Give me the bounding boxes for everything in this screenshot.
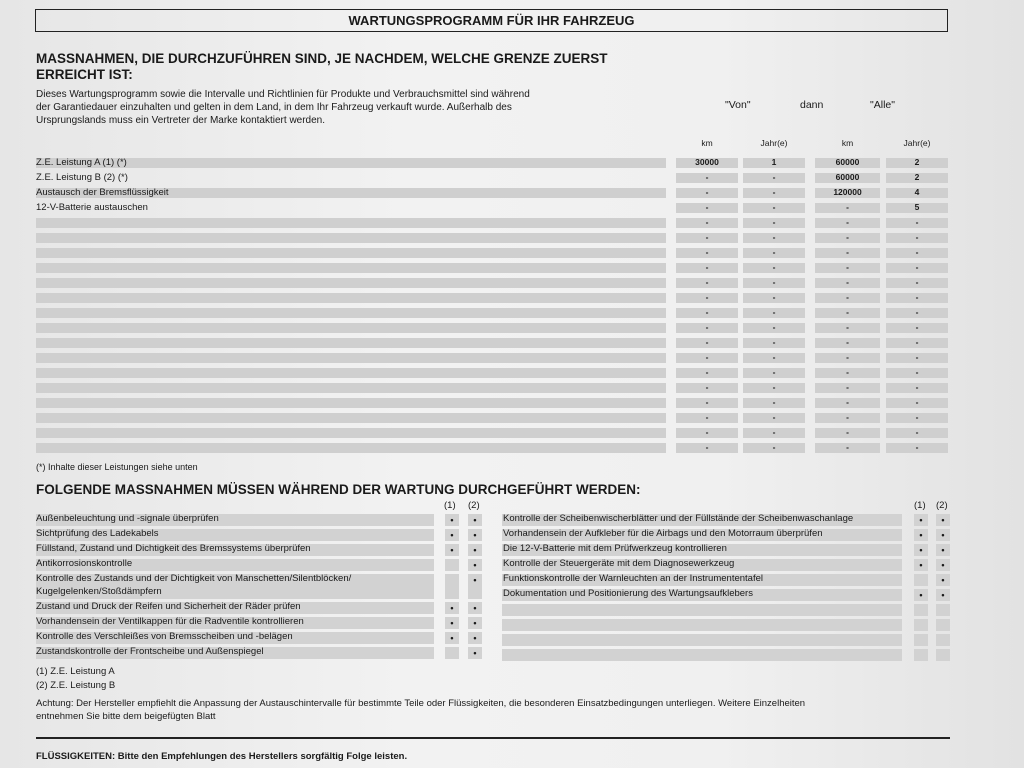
schedule-cell: 30000 <box>695 157 719 167</box>
schedule-row-label: Z.E. Leistung B (2) (*) <box>36 172 128 183</box>
checklist-mark-1 <box>914 634 928 646</box>
schedule-cell: 1 <box>771 157 777 167</box>
checklist-mark-2: • <box>936 574 950 586</box>
schedule-cell: - <box>846 322 849 332</box>
row-band <box>36 443 666 453</box>
checklist-item-label: Kugelgelenken/Stoßdämpfern <box>36 586 162 597</box>
legend-item-1: (1) Z.E. Leistung A <box>36 666 115 677</box>
schedule-cell: - <box>915 322 919 332</box>
dann-label: dann <box>800 99 824 111</box>
note-line: Achtung: Der Hersteller empfiehlt die Anpassung der Austauschintervalle für bestimmte Teile oder Flüssigkeiten, die besonderen Einsatzbedingungen unterliegen. Weitere Einzelheiten <box>36 698 806 709</box>
section1-heading <box>36 51 676 83</box>
schedule-cell: - <box>705 442 709 452</box>
schedule-cell: - <box>915 352 919 362</box>
note <box>36 697 956 723</box>
intro-line: Ursprungslands muss ein Vertreter der Marke kontaktiert werden. <box>36 115 326 126</box>
schedule-cell: - <box>705 202 709 212</box>
row-band <box>36 218 666 228</box>
schedule-cell: - <box>705 307 709 317</box>
checklist-row-band <box>502 619 902 631</box>
checklist-item-label: Funktionskontrolle der Warnleuchten an der Instrumententafel <box>503 573 763 584</box>
checklist-mark-1: • <box>914 529 928 541</box>
row-band <box>36 338 666 348</box>
col-header-years-alle: Jahr(e) <box>903 138 931 148</box>
checklist-mark-1: • <box>914 589 928 601</box>
schedule-cell: 2 <box>914 157 920 167</box>
note-line: entnehmen Sie bitte dem beigefügten Blatt <box>36 711 216 722</box>
schedule-cell: - <box>772 382 776 392</box>
legend-item-2: (2) Z.E. Leistung B <box>36 680 116 691</box>
right-col-header-2: (2) <box>936 500 948 511</box>
schedule-cell: 5 <box>914 202 920 212</box>
schedule-cell: - <box>846 382 849 392</box>
schedule-cell: - <box>772 427 776 437</box>
schedule-cell: - <box>915 397 919 407</box>
row-band <box>36 263 666 273</box>
checklist-item-label: Vorhandensein der Aufkleber für die Airbags und den Motorraum überprüfen <box>503 528 823 539</box>
schedule-cell: - <box>915 382 919 392</box>
checklist-item-label: Antikorrosionskontrolle <box>36 558 133 569</box>
schedule-cell: - <box>846 337 849 347</box>
checklist-row-band <box>502 649 902 661</box>
checklist-mark-2 <box>936 649 950 661</box>
schedule-cell: - <box>705 382 709 392</box>
checklist-mark-2: • <box>468 529 482 541</box>
schedule-cell: - <box>772 442 776 452</box>
schedule-cell: - <box>772 397 776 407</box>
schedule-cell: - <box>772 307 776 317</box>
schedule-cell: - <box>772 277 776 287</box>
checklist-item-label: Kontrolle der Scheibenwischerblätter und der Füllstände der Scheibenwaschanlage <box>503 513 854 524</box>
schedule-cell: - <box>846 412 849 422</box>
checklist-row-band <box>502 634 902 646</box>
schedule-cell: - <box>705 232 709 242</box>
schedule-cell: - <box>915 367 919 377</box>
schedule-cell: - <box>705 262 709 272</box>
schedule-cell: - <box>846 217 849 227</box>
schedule-row-label: 12-V-Batterie austauschen <box>36 202 148 213</box>
checklist-mark-1 <box>445 647 459 659</box>
section1-heading-line2: ERREICHT IST: <box>36 67 133 82</box>
divider <box>36 737 950 739</box>
row-band <box>36 428 666 438</box>
schedule-cell: - <box>846 277 849 287</box>
schedule-row-label: Austausch der Bremsflüssigkeit <box>36 187 169 198</box>
schedule-cell: - <box>772 337 776 347</box>
section1-heading-line1: MASSNAHMEN, DIE DURCHZUFÜHREN SIND, JE NACHDEM, WELCHE GRENZE ZUERST <box>36 51 608 66</box>
checklist-mark-2 <box>936 604 950 616</box>
checklist-row-band <box>502 604 902 616</box>
checklist-mark-2 <box>936 634 950 646</box>
checklist-mark-2: • <box>468 574 482 599</box>
schedule-cell: - <box>705 217 709 227</box>
schedule-cell: - <box>772 172 776 182</box>
footnote: (*) Inhalte dieser Leistungen siehe unten <box>36 462 198 472</box>
row-band <box>36 308 666 318</box>
checklist-mark-1 <box>445 559 459 571</box>
schedule-cell: - <box>705 292 709 302</box>
checklist-mark-2: • <box>468 647 482 659</box>
schedule-cell: - <box>846 262 849 272</box>
schedule-cell: - <box>915 427 919 437</box>
schedule-cell: - <box>772 292 776 302</box>
schedule-cell: - <box>705 397 709 407</box>
schedule-cell: - <box>705 412 709 422</box>
checklist-mark-2: • <box>468 617 482 629</box>
schedule-cell: - <box>915 247 919 257</box>
schedule-cell: - <box>915 442 919 452</box>
checklist-mark-1 <box>914 604 928 616</box>
checklist-mark-1: • <box>445 514 459 526</box>
checklist-item-label: Kontrolle der Steuergeräte mit dem Diagnosewerkzeug <box>503 558 735 569</box>
checklist-mark-1: • <box>445 529 459 541</box>
checklist-mark-2: • <box>468 514 482 526</box>
checklist-mark-1: • <box>914 559 928 571</box>
checklist-mark-1 <box>445 574 459 599</box>
left-col-header-2: (2) <box>468 500 480 511</box>
checklist-mark-2: • <box>936 514 950 526</box>
col-header-years-von: Jahr(e) <box>760 138 788 148</box>
section2-heading: FOLGENDE MASSNAHMEN MÜSSEN WÄHREND DER WARTUNG DURCHGEFÜHRT WERDEN: <box>36 482 641 497</box>
schedule-cell: 2 <box>914 172 920 182</box>
schedule-cell: 120000 <box>833 187 862 197</box>
checklist-item-label: Kontrolle des Zustands und der Dichtigkeit von Manschetten/Silentblöcken/ <box>36 573 352 584</box>
schedule-cell: - <box>772 412 776 422</box>
checklist-mark-2: • <box>468 602 482 614</box>
schedule-cell: - <box>846 397 849 407</box>
schedule-cell: - <box>705 352 709 362</box>
checklist-mark-2: • <box>468 544 482 556</box>
schedule-cell: - <box>772 352 776 362</box>
alle-label: "Alle" <box>870 99 895 111</box>
schedule-cell: - <box>915 262 919 272</box>
checklist-mark-2 <box>936 619 950 631</box>
row-band <box>36 293 666 303</box>
schedule-cell: - <box>772 247 776 257</box>
schedule-cell: - <box>915 307 919 317</box>
schedule-cell: - <box>772 367 776 377</box>
schedule-cell: - <box>846 232 849 242</box>
schedule-cell: - <box>846 202 849 212</box>
row-band <box>36 383 666 393</box>
schedule-cell: - <box>705 322 709 332</box>
col-header-km-alle: km <box>841 138 854 148</box>
checklist-mark-2: • <box>936 589 950 601</box>
row-band <box>36 233 666 243</box>
checklist-mark-1: • <box>914 514 928 526</box>
fluids-notice: FLÜSSIGKEITEN: Bitte den Empfehlungen des Herstellers sorgfältig Folge leisten. <box>36 751 408 762</box>
schedule-cell: - <box>705 367 709 377</box>
schedule-cell: - <box>915 292 919 302</box>
schedule-cell: - <box>846 427 849 437</box>
checklist-mark-2: • <box>936 544 950 556</box>
checklist-item-label: Füllstand, Zustand und Dichtigkeit des Bremssystems überprüfen <box>36 543 311 554</box>
schedule-cell: 60000 <box>835 172 860 182</box>
schedule-cell: 4 <box>914 187 920 197</box>
schedule-cell: - <box>915 277 919 287</box>
schedule-cell: - <box>915 217 919 227</box>
checklist-mark-1: • <box>445 544 459 556</box>
schedule-cell: - <box>772 232 776 242</box>
schedule-cell: - <box>705 247 709 257</box>
row-band <box>36 158 666 168</box>
checklist-item-label: Vorhandensein der Ventilkappen für die Radventile kontrollieren <box>36 616 304 627</box>
row-band <box>36 278 666 288</box>
checklist-item-label: Die 12-V-Batterie mit dem Prüfwerkzeug kontrollieren <box>503 543 727 554</box>
schedule-cell: - <box>846 367 849 377</box>
schedule-cell: - <box>772 202 776 212</box>
checklist-mark-1: • <box>445 602 459 614</box>
checklist-mark-1: • <box>445 617 459 629</box>
schedule-cell: - <box>846 307 849 317</box>
schedule-cell: - <box>705 337 709 347</box>
row-band <box>36 368 666 378</box>
intro-text <box>36 88 676 127</box>
schedule-cell: - <box>772 217 776 227</box>
checklist-mark-1 <box>914 619 928 631</box>
checklist-item-label: Außenbeleuchtung und -signale überprüfen <box>36 513 219 524</box>
row-band <box>36 413 666 423</box>
intro-line: Dieses Wartungsprogramm sowie die Intervalle und Richtlinien für Produkte und Verbrauchsmittel sind während <box>36 89 530 100</box>
checklist-item-label: Zustand und Druck der Reifen und Sicherheit der Räder prüfen <box>36 601 301 612</box>
left-col-header-1: (1) <box>444 500 456 511</box>
row-band <box>36 323 666 333</box>
checklist-item-label: Dokumentation und Positionierung des Wartungsaufklebers <box>503 588 753 599</box>
right-col-header-1: (1) <box>914 500 926 511</box>
schedule-cell: - <box>705 427 709 437</box>
col-header-km-von: km <box>701 138 713 148</box>
schedule-row-label: Z.E. Leistung A (1) (*) <box>36 157 127 168</box>
schedule-cell: - <box>772 187 776 197</box>
checklist-mark-2: • <box>468 632 482 644</box>
checklist-mark-1 <box>914 574 928 586</box>
row-band <box>36 353 666 363</box>
schedule-cell: 60000 <box>835 157 860 167</box>
schedule-cell: - <box>915 337 919 347</box>
checklist-mark-2: • <box>936 559 950 571</box>
intro-line: der Garantiedauer einzuhalten und gelten in dem Land, in dem Ihr Fahrzeug verkauft wurde. Außerhalb des <box>36 102 512 113</box>
checklist-mark-1: • <box>914 544 928 556</box>
schedule-cell: - <box>915 412 919 422</box>
schedule-cell: - <box>705 277 709 287</box>
checklist-item-label: Zustandskontrolle der Frontscheibe und Außenspiegel <box>36 646 264 657</box>
schedule-cell: - <box>705 187 709 197</box>
checklist-mark-2: • <box>468 559 482 571</box>
von-label: "Von" <box>725 99 751 111</box>
schedule-cell: - <box>915 232 919 242</box>
schedule-cell: - <box>772 322 776 332</box>
schedule-cell: - <box>705 172 709 182</box>
schedule-cell: - <box>846 352 849 362</box>
page-title: WARTUNGSPROGRAMM FÜR IHR FAHRZEUG <box>35 9 948 32</box>
schedule-cell: - <box>772 262 776 272</box>
row-band <box>36 398 666 408</box>
checklist-mark-1: • <box>445 632 459 644</box>
schedule-cell: - <box>846 442 849 452</box>
row-band <box>36 248 666 258</box>
checklist-item-label: Kontrolle des Verschleißes von Bremsscheiben und -belägen <box>36 631 293 642</box>
schedule-cell: - <box>846 292 849 302</box>
checklist-mark-2: • <box>936 529 950 541</box>
checklist-mark-1 <box>914 649 928 661</box>
schedule-cell: - <box>846 247 849 257</box>
checklist-item-label: Sichtprüfung des Ladekabels <box>36 528 159 539</box>
